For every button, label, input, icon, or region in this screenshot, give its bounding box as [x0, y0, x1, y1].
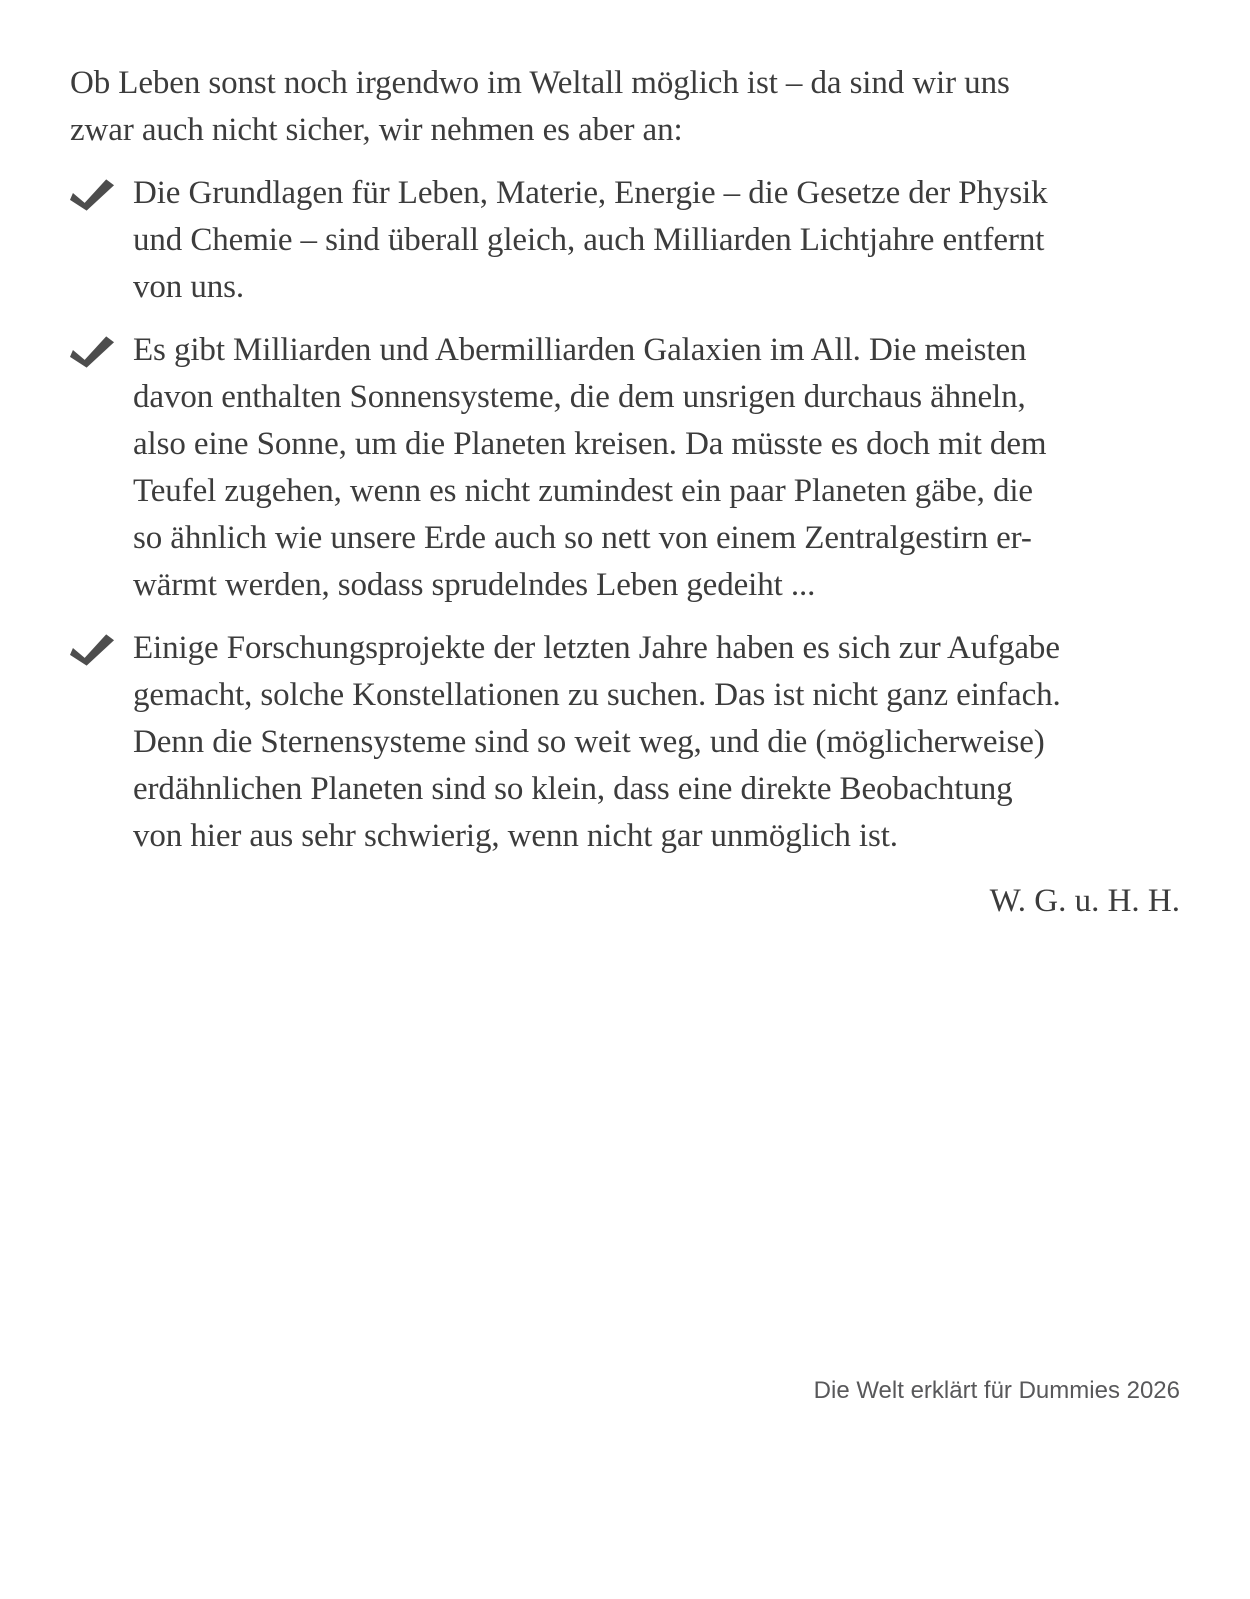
text-line: Es gibt Milliarden und Abermilliarden Galaxien im All. Die meisten — [133, 332, 1027, 368]
text-line: Einige Forschungsprojekte der letzten Jahre haben es sich zur Aufgabe — [133, 630, 1060, 666]
checkmark-icon — [70, 633, 115, 666]
checkmark-icon — [70, 335, 115, 368]
bullet-marker — [70, 170, 133, 211]
checkmark-icon — [70, 178, 115, 211]
text-line: so ähnlich wie unsere Erde auch so nett von einem Zentralgestirn er- — [133, 520, 1032, 556]
text-line: Ob Leben sonst noch irgendwo im Weltall möglich ist – da sind wir uns — [70, 65, 1010, 101]
text-line: von hier aus sehr schwierig, wenn nicht gar unmöglich ist. — [133, 818, 898, 854]
bullet-item — [70, 170, 1180, 311]
text-line: und Chemie – sind überall gleich, auch Milliarden Lichtjahre entfernt — [133, 222, 1045, 258]
text-line: Die Grundlagen für Leben, Materie, Energie – die Gesetze der Physik — [133, 175, 1048, 211]
text-line: erdähnlichen Planeten sind so klein, dass eine direkte Beobachtung — [133, 771, 1013, 807]
bullet-text — [133, 625, 1180, 860]
text-line: Teufel zugehen, wenn es nicht zumindest ein paar Planeten gäbe, die — [133, 473, 1033, 509]
bullet-text — [133, 170, 1180, 311]
text-line: also eine Sonne, um die Planeten kreisen. Da müsste es doch mit dem — [133, 426, 1047, 462]
text-line: gemacht, solche Konstellationen zu suchen. Das ist nicht ganz einfach. — [133, 677, 1061, 713]
text-line: von uns. — [133, 269, 245, 305]
intro-paragraph — [70, 60, 1180, 154]
text-line: davon enthalten Sonnensysteme, die dem unsrigen durchaus ähneln, — [133, 379, 1026, 415]
bullet-marker — [70, 625, 133, 666]
bullet-item — [70, 625, 1180, 860]
signature: W. G. u. H. H. — [989, 883, 1180, 919]
text-line: wärmt werden, sodass sprudelndes Leben gedeiht ... — [133, 567, 816, 603]
book-page-content — [70, 60, 1180, 925]
bullet-item — [70, 327, 1180, 609]
bullet-marker — [70, 327, 133, 368]
bullet-text — [133, 327, 1180, 609]
text-line: zwar auch nicht sicher, wir nehmen es aber an: — [70, 112, 683, 148]
text-line: Denn die Sternensysteme sind so weit weg, und die (möglicherweise) — [133, 724, 1045, 760]
running-footer: Die Welt erklärt für Dummies 2026 — [813, 1377, 1180, 1404]
